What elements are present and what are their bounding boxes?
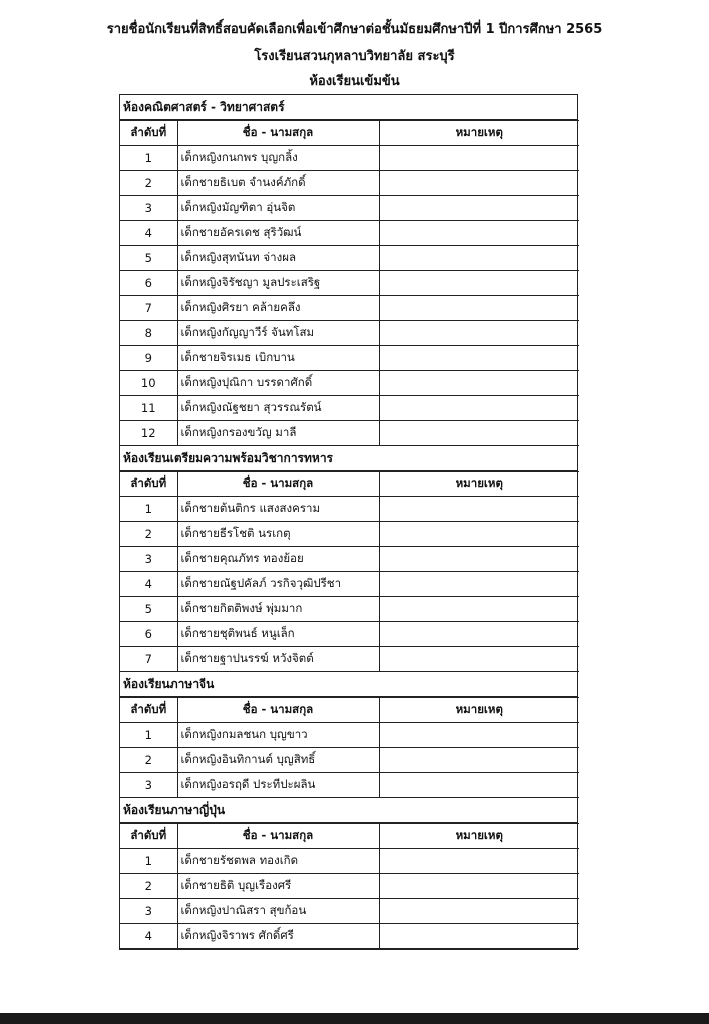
column-header-order: ลำดับที่ xyxy=(120,698,177,723)
remark-cell xyxy=(379,773,579,798)
student-name: เด็กหญิงสุทนันท จ่างผล xyxy=(177,246,379,271)
student-name: เด็กหญิงกัญญาวีร์ จันทโสม xyxy=(177,321,379,346)
section-table xyxy=(120,120,579,446)
table-row xyxy=(120,321,579,346)
student-name: เด็กหญิงอินทิกานต์ บุญสิทธิ์ xyxy=(177,748,379,773)
section-title: ห้องคณิตศาสตร์ - วิทยาศาสตร์ xyxy=(120,95,577,120)
student-name: เด็กหญิงกนกพร บุญกลิ้ง xyxy=(177,146,379,171)
student-name: เด็กชายคุณภัทร ทองย้อย xyxy=(177,547,379,572)
column-header-name: ชื่อ - นามสกุล xyxy=(177,698,379,723)
table-row xyxy=(120,497,579,522)
remark-cell xyxy=(379,396,579,421)
student-name: เด็กชายธิเบต จำนงค์ภักดิ์ xyxy=(177,171,379,196)
section-table xyxy=(120,823,579,949)
student-name: เด็กชายธีรโชติ นรเกตุ xyxy=(177,522,379,547)
remark-cell xyxy=(379,271,579,296)
table-row xyxy=(120,396,579,421)
table-row xyxy=(120,171,579,196)
remark-cell xyxy=(379,899,579,924)
order-number: 3 xyxy=(120,547,177,572)
table-row xyxy=(120,421,579,446)
column-header-order: ลำดับที่ xyxy=(120,121,177,146)
table-row xyxy=(120,899,579,924)
order-number: 10 xyxy=(120,371,177,396)
order-number: 6 xyxy=(120,271,177,296)
order-number: 9 xyxy=(120,346,177,371)
remark-cell xyxy=(379,296,579,321)
order-number: 1 xyxy=(120,849,177,874)
student-name: เด็กหญิงมัญฑิตา อุ่นจิต xyxy=(177,196,379,221)
column-header-remark: หมายเหตุ xyxy=(379,824,579,849)
table-row xyxy=(120,924,579,949)
column-header-remark: หมายเหตุ xyxy=(379,472,579,497)
table-row xyxy=(120,723,579,748)
table-row xyxy=(120,196,579,221)
bottom-bar xyxy=(0,1013,709,1024)
student-name: เด็กหญิงศิรยา คล้ายคลึง xyxy=(177,296,379,321)
remark-cell xyxy=(379,622,579,647)
remark-cell xyxy=(379,849,579,874)
remark-cell xyxy=(379,723,579,748)
order-number: 2 xyxy=(120,171,177,196)
student-name: เด็กชายธิติ บุญเรืองศรี xyxy=(177,874,379,899)
student-name: เด็กชายณัฐปคัลภ์ วรกิจวุฒิปรีชา xyxy=(177,572,379,597)
student-list xyxy=(119,94,578,950)
remark-cell xyxy=(379,547,579,572)
remark-cell xyxy=(379,647,579,672)
order-number: 4 xyxy=(120,924,177,949)
remark-cell xyxy=(379,924,579,949)
student-name: เด็กหญิงกมลชนก บุญขาว xyxy=(177,723,379,748)
table-row xyxy=(120,547,579,572)
school-name: โรงเรียนสวนกุหลาบวิทยาลัย สระบุรี xyxy=(254,49,455,64)
table-row xyxy=(120,874,579,899)
order-number: 4 xyxy=(120,572,177,597)
column-header-name: ชื่อ - นามสกุล xyxy=(177,472,379,497)
order-number: 4 xyxy=(120,221,177,246)
table-row xyxy=(120,773,579,798)
student-name: เด็กชายรัชตพล ทองเกิด xyxy=(177,849,379,874)
student-name: เด็กชายต้นติกร แสงสงคราม xyxy=(177,497,379,522)
student-name: เด็กชายชุติพนธ์ หนูเล็ก xyxy=(177,622,379,647)
remark-cell xyxy=(379,346,579,371)
table-row xyxy=(120,221,579,246)
table-row xyxy=(120,572,579,597)
order-number: 2 xyxy=(120,748,177,773)
student-name: เด็กหญิงจิราพร ศักดิ์ศรี xyxy=(177,924,379,949)
table-row xyxy=(120,597,579,622)
column-header-order: ลำดับที่ xyxy=(120,472,177,497)
student-name: เด็กหญิงปุณิกา บรรดาศักดิ์ xyxy=(177,371,379,396)
table-header-row xyxy=(120,121,579,146)
section-title: ห้องเรียนภาษาจีน xyxy=(120,672,577,697)
order-number: 7 xyxy=(120,296,177,321)
section-table xyxy=(120,697,579,798)
table-row xyxy=(120,647,579,672)
table-row xyxy=(120,371,579,396)
table-row xyxy=(120,246,579,271)
remark-cell xyxy=(379,321,579,346)
table-row xyxy=(120,522,579,547)
remark-cell xyxy=(379,497,579,522)
order-number: 7 xyxy=(120,647,177,672)
order-number: 1 xyxy=(120,146,177,171)
remark-cell xyxy=(379,597,579,622)
table-header-row xyxy=(120,472,579,497)
order-number: 3 xyxy=(120,773,177,798)
column-header-remark: หมายเหตุ xyxy=(379,698,579,723)
order-number: 12 xyxy=(120,421,177,446)
order-number: 5 xyxy=(120,597,177,622)
table-row xyxy=(120,346,579,371)
column-header-remark: หมายเหตุ xyxy=(379,121,579,146)
section-title: ห้องเรียนเตรียมความพร้อมวิชาการทหาร xyxy=(120,446,577,471)
column-header-name: ชื่อ - นามสกุล xyxy=(177,121,379,146)
remark-cell xyxy=(379,146,579,171)
order-number: 3 xyxy=(120,196,177,221)
remark-cell xyxy=(379,874,579,899)
document-title: รายชื่อนักเรียนที่สิทธิ์สอบคัดเลือกเพื่อเข้าศึกษาต่อชั้นมัธยมศึกษาปีที่ 1 ปีการศึกษา 2565 xyxy=(106,22,603,37)
remark-cell xyxy=(379,196,579,221)
remark-cell xyxy=(379,246,579,271)
table-row xyxy=(120,271,579,296)
order-number: 5 xyxy=(120,246,177,271)
order-number: 11 xyxy=(120,396,177,421)
table-row xyxy=(120,146,579,171)
student-name: เด็กหญิงปาณิสรา สุขก้อน xyxy=(177,899,379,924)
program-name: ห้องเรียนเข้มข้น xyxy=(309,74,400,89)
order-number: 3 xyxy=(120,899,177,924)
section-table xyxy=(120,471,579,672)
table-row xyxy=(120,748,579,773)
remark-cell xyxy=(379,371,579,396)
student-name: เด็กชายกิตติพงษ์ พุ่มมาก xyxy=(177,597,379,622)
student-name: เด็กหญิงกรองขวัญ มาลี xyxy=(177,421,379,446)
table-header-row xyxy=(120,698,579,723)
remark-cell xyxy=(379,421,579,446)
student-name: เด็กหญิงจิรัชญา มูลประเสริฐ xyxy=(177,271,379,296)
student-name: เด็กชายอัครเดช สุริวัฒน์ xyxy=(177,221,379,246)
column-header-name: ชื่อ - นามสกุล xyxy=(177,824,379,849)
table-row xyxy=(120,622,579,647)
table-header-row xyxy=(120,824,579,849)
order-number: 2 xyxy=(120,522,177,547)
student-name: เด็กหญิงณัฐชยา สุวรรณรัตน์ xyxy=(177,396,379,421)
order-number: 8 xyxy=(120,321,177,346)
student-name: เด็กชายฐาปนรรฆ์ หวังจิตต์ xyxy=(177,647,379,672)
remark-cell xyxy=(379,221,579,246)
section-title: ห้องเรียนภาษาญี่ปุ่น xyxy=(120,798,577,823)
order-number: 2 xyxy=(120,874,177,899)
order-number: 1 xyxy=(120,723,177,748)
remark-cell xyxy=(379,522,579,547)
student-name: เด็กหญิงอรฤดี ประทีปะผลิน xyxy=(177,773,379,798)
remark-cell xyxy=(379,748,579,773)
student-name: เด็กชายจิรเมธ เบิกบาน xyxy=(177,346,379,371)
order-number: 6 xyxy=(120,622,177,647)
order-number: 1 xyxy=(120,497,177,522)
column-header-order: ลำดับที่ xyxy=(120,824,177,849)
remark-cell xyxy=(379,171,579,196)
remark-cell xyxy=(379,572,579,597)
table-row xyxy=(120,849,579,874)
table-row xyxy=(120,296,579,321)
